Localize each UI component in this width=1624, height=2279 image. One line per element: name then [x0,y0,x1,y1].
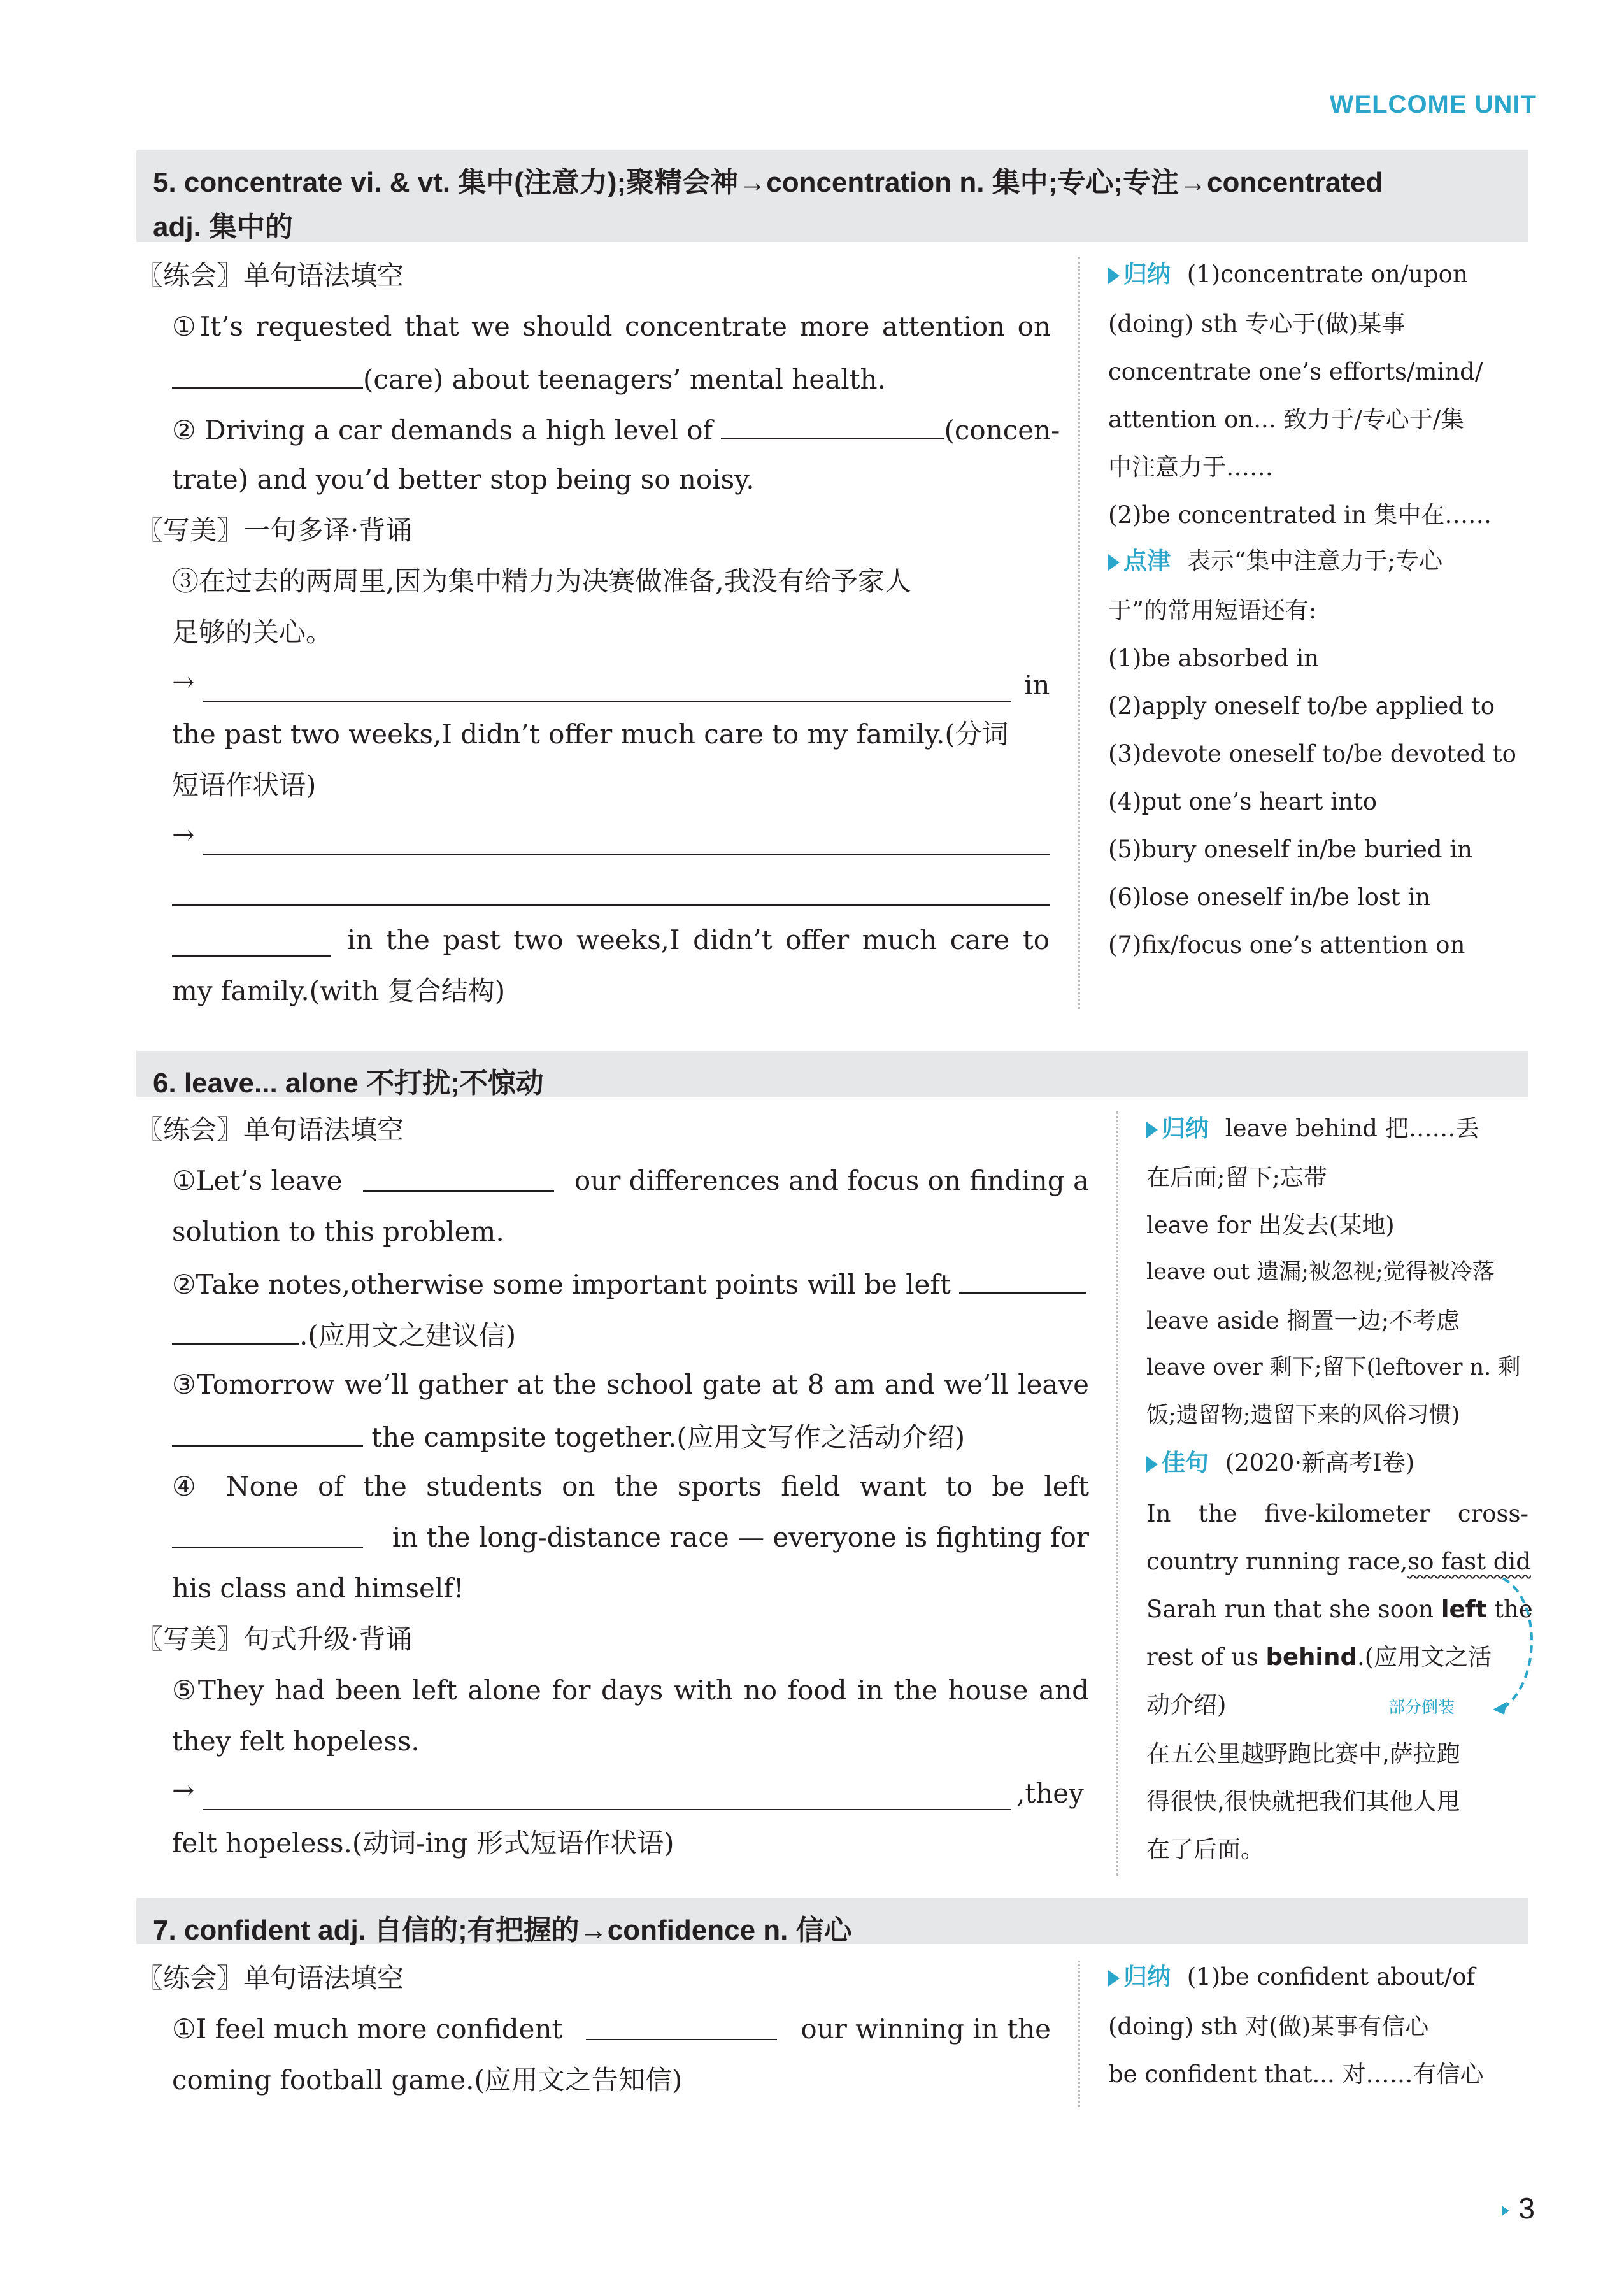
s5-side-g4: attention on... 致力于/专心于/集 [1108,406,1465,433]
s7-q1-line1 [172,2013,1051,2045]
s5-side-g3: concentrate one’s efforts/mind/ [1108,358,1483,385]
s6-q5-line4: felt hopeless.(动词-ing 形式短语作状语) [172,1827,674,1859]
section-6-title: 6. leave... alone 不打扰;不惊动 [153,1068,544,1099]
s6-side-j1: In the five-kilometer cross- [1146,1500,1528,1527]
s5-side-p4: (4)put one’s heart into [1108,788,1377,815]
s7-q1-blank[interactable] [586,2016,777,2040]
s6-q2-blank-a[interactable] [959,1269,1086,1294]
s6-side-summary-line1 [1146,1117,1479,1140]
s6-q1-post: our differences and focus on finding a [574,1165,1089,1196]
s6-j4b: behind [1265,1643,1357,1671]
s5-arrow-2: → [172,819,195,850]
s5-practice-head: 〖练会〗单句语法填空 [136,260,404,291]
s5-q3-line2: 足够的关心。 [172,617,333,648]
s6-q4-blank[interactable] [172,1524,363,1548]
s7-side-g2: (doing) sth 对(做)某事有信心 [1108,2013,1429,2040]
s5-q3-in: in [1024,669,1050,701]
s6-q2-line1 [172,1269,1086,1298]
s5-q1-line1: ①It’s requested that we should concentrate more attention on [172,311,1051,342]
play-icon [1146,1456,1158,1473]
s6-answer-line[interactable] [203,1809,1011,1810]
s5-q2-line1 [172,415,1060,444]
s5-tip-label: 点津 [1108,547,1171,575]
s5-arrow-1: → [172,666,195,697]
s6-column-divider [1116,1111,1118,1876]
s7-summary-label: 归纳 [1108,1963,1171,1990]
unit-label: WELCOME UNIT [1329,90,1537,118]
s5-side-g2: (doing) sth 专心于(做)某事 [1108,310,1406,338]
s5-q3-line5: 短语作状语) [172,769,317,801]
s5-side-g5: 中注意力于…… [1108,454,1273,481]
s5-answer-line-4[interactable] [172,955,331,957]
s6-q3-line1: ③Tomorrow we’ll gather at the school gate at 8 am and we’ll leave [172,1369,1089,1400]
s5-q1-line2 [172,364,886,393]
s5-q1-text2: (care) about teenagers’ mental health. [363,364,886,395]
s6-side-g3: leave for 出发去(某地) [1146,1211,1395,1239]
s5-q2-line2: trate) and you’d better stop being so noisy. [172,464,755,495]
s5-side-p5: (5)bury oneself in/be buried in [1108,836,1472,863]
s7-q1-pre: ①I feel much more confident [172,2013,563,2045]
s6-q5-line1: ⑤They had been left alone for days with no food in the house and [172,1675,1089,1706]
s6-q2-blank-b[interactable] [172,1320,299,1345]
s5-answer-line-1[interactable] [203,701,1011,702]
s5-q2-blank[interactable] [721,415,944,439]
s5-q3-line8: in the past two weeks,I didn’t offer much care to [347,924,1050,955]
s6-j4c: .(应用文之活 [1357,1643,1492,1671]
s6-side-j4 [1146,1645,1492,1669]
s6-q1-line1 [172,1165,1089,1196]
s6-j3a: Sarah run that she soon [1146,1596,1434,1623]
s6-side-j5: 动介绍) [1146,1691,1227,1718]
s5-column-divider [1078,257,1080,1009]
s5-write-head: 〖写美〗一句多译·背诵 [136,515,413,546]
play-icon [1108,554,1120,571]
s6-q1-line2: solution to this problem. [172,1216,504,1247]
s6-side-g5: leave aside 搁置一边;不考虑 [1146,1307,1460,1334]
s5-side-tip-line1 [1108,549,1442,573]
s5-q2-text1b: (concen- [944,415,1060,446]
s5-q3-line4: the past two weeks,I didn’t offer much care to my family.(分词 [172,718,1009,750]
s7-practice-head: 〖练会〗单句语法填空 [136,1962,404,1994]
s6-j2a: country running race, [1146,1548,1408,1575]
s5-side-g6: (2)be concentrated in 集中在…… [1108,501,1492,529]
s5-side-p1: (1)be absorbed in [1108,645,1320,672]
s5-side-d2: 于”的常用短语还有: [1108,597,1317,624]
s6-q4-text2: in the long-distance race — everyone is fighting for [392,1522,1089,1553]
s6-q2-line2 [172,1320,516,1349]
section-5-title: 5. concentrate vi. & vt. 集中(注意力);聚精会神→concentration n. 集中;专心;专注→concentrated [153,167,1383,198]
s6-q3-text2: the campsite together.(应用文写作之活动介绍) [371,1422,965,1453]
s5-side-summary-line1 [1108,262,1468,286]
section-7-title: 7. confident adj. 自信的;有把握的→confidence n. 信心 [153,1915,852,1946]
s6-side-g6: leave over 剩下;留下(leftover n. 剩 [1146,1355,1521,1380]
s6-side-sentence-line1 [1146,1451,1414,1475]
s6-side-g4: leave out 遗漏;被忽视;觉得被冷落 [1146,1259,1495,1285]
section-5-header [136,150,1528,242]
s5-side-p7: (7)fix/focus one’s attention on [1108,931,1465,959]
s7-q1-line2: coming football game.(应用文之告知信) [172,2064,683,2096]
section-5-title-cont: adj. 集中的 [153,211,294,243]
s5-side-p2: (2)apply oneself to/be applied to [1108,692,1495,720]
s7-side-summary-line1 [1108,1965,1475,1989]
triangle-icon [1502,2206,1509,2216]
s6-side-j2 [1146,1550,1531,1573]
s5-side-p6: (6)lose oneself in/be lost in [1108,883,1431,911]
section-7-header [136,1898,1528,1944]
s6-q2-text2: .(应用文之建议信) [299,1320,516,1351]
s6-summary-label: 归纳 [1146,1115,1209,1142]
s7-column-divider [1078,1961,1080,2107]
s5-q3-line1: ③在过去的两周里,因为集中精力为决赛做准备,我没有给予家人 [172,566,911,597]
s6-sentence-label: 佳句 [1146,1449,1209,1476]
s6-side-t2: 得很快,很快就把我们其他人甩 [1146,1788,1460,1815]
s6-j4a: rest of us [1146,1643,1258,1671]
s6-summary-g1: leave behind 把……丢 [1225,1115,1479,1142]
play-icon [1146,1122,1158,1138]
s6-q1-blank[interactable] [363,1168,554,1192]
play-icon [1108,1970,1120,1987]
s5-q1-blank[interactable] [172,364,363,389]
s6-q3-line2 [172,1422,965,1451]
s7-summary-g1: (1)be confident about/of [1186,1963,1476,1990]
curved-arrow-icon [1490,1573,1548,1720]
s6-j3c: the [1494,1596,1533,1623]
s6-q4-line1: ④ None of the students on the sports field want to be left [172,1471,1089,1502]
s7-side-g3: be confident that... 对……有信心 [1108,2061,1484,2088]
s6-practice-head: 〖练会〗单句语法填空 [136,1114,404,1145]
s6-j2b: so fast did [1407,1548,1531,1575]
s6-arrow: → [172,1775,195,1806]
s5-q3-line9: my family.(with 复合结构) [172,975,506,1006]
s6-j3b: left [1441,1596,1487,1623]
s6-q4-line3: his class and himself! [172,1573,464,1604]
s6-side-t1: 在五公里越野跑比赛中,萨拉跑 [1146,1740,1460,1768]
s6-q5-line2: they felt hopeless. [172,1725,420,1757]
s7-q1-post: our winning in the [801,2013,1051,2045]
s5-q2-text1: ② Driving a car demands a high level of [172,415,713,446]
s5-answer-line-2[interactable] [203,854,1050,855]
s6-side-j3 [1146,1597,1533,1621]
section-6-header [136,1051,1528,1097]
s6-side-t3: 在了后面。 [1146,1836,1264,1863]
s6-side-g7: 饭;遗留物;遗留下来的风俗习惯) [1146,1403,1460,1428]
play-icon [1108,268,1120,284]
s6-q2-text1: ②Take notes,otherwise some important points will be left [172,1269,951,1300]
s5-answer-line-3[interactable] [172,904,1050,906]
s6-q5-they: ,they [1016,1778,1084,1809]
s6-write-head: 〖写美〗句式升级·背诵 [136,1624,413,1655]
s5-tip-d1: 表示“集中注意力于;专心 [1186,547,1443,575]
s6-q1-pre: ①Let’s leave [172,1165,343,1196]
s6-q3-blank[interactable] [172,1422,363,1447]
s5-side-p3: (3)devote oneself to/be devoted to [1108,740,1516,768]
s6-q4-line2 [172,1524,1089,1551]
s5-summary-label: 归纳 [1108,261,1171,288]
page-number: 3 [1502,2191,1535,2225]
s6-side-note: 部分倒装 [1388,1698,1455,1717]
s5-summary-g1: (1)concentrate on/upon [1186,261,1468,288]
s6-sentence-src: (2020·新高考Ⅰ卷) [1225,1449,1415,1476]
s6-side-g2: 在后面;留下;忘带 [1146,1164,1327,1191]
